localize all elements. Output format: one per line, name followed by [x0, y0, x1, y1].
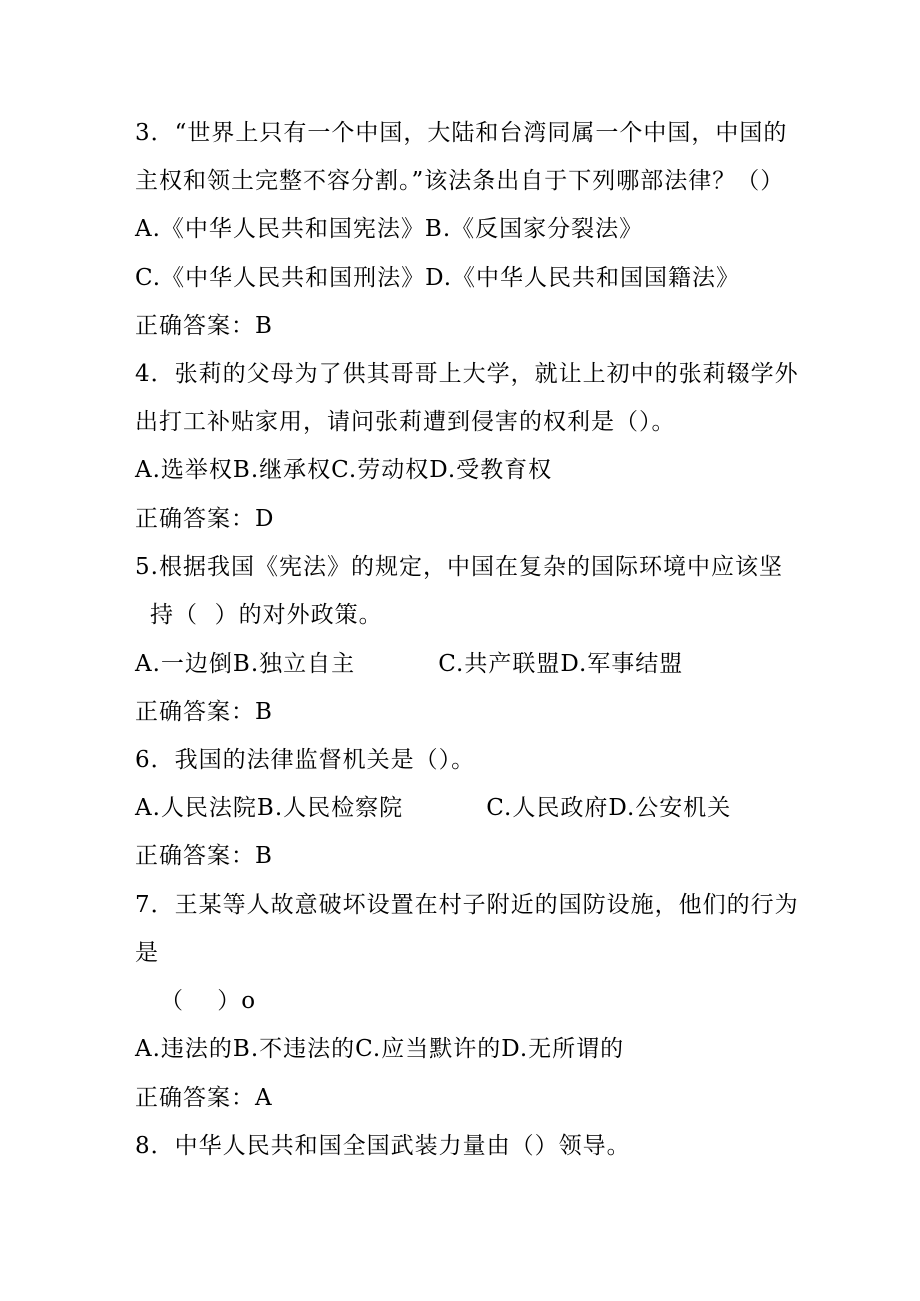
- question-6-answer: 正确答案：B: [135, 843, 273, 869]
- question-5-line-1: 5.根据我国《宪法》的规定，中国在复杂的国际环境中应该坚: [135, 554, 783, 580]
- question-3-line-2: 主权和领土完整不容分割。”该法条出自于下列哪部法律？（）: [135, 168, 785, 194]
- question-5-answer: 正确答案：B: [135, 699, 273, 725]
- question-5-options: A.一边倒B.独立自主 C.共产联盟D.军事结盟: [135, 651, 684, 677]
- question-7-options: A.违法的B.不违法的C.应当默许的D.无所谓的: [135, 1036, 625, 1062]
- question-3-line-1: 3．“世界上只有一个中国，大陆和台湾同属一个中国，中国的: [135, 120, 788, 146]
- question-7-answer: 正确答案：A: [135, 1085, 273, 1111]
- question-6-line-1: 6．我国的法律监督机关是（）。: [135, 747, 476, 773]
- question-4-answer: 正确答案：D: [135, 506, 275, 532]
- question-6-options: A.人民法院B.人民检察院 C.人民政府D.公安机关: [135, 795, 732, 821]
- question-7-line-1: 7．王某等人故意破坏设置在村子附近的国防设施，他们的行为: [135, 892, 799, 918]
- question-8-line-1: 8．中华人民共和国全国武装力量由（）领导。: [135, 1133, 631, 1159]
- question-3-options-cd: C.《中华人民共和国刑法》D.《中华人民共和国国籍法》: [135, 265, 741, 291]
- question-4-line-1: 4．张莉的父母为了供其哥哥上大学，就让上初中的张莉辍学外: [135, 361, 799, 387]
- question-5-line-2: 持（ ）的对外政策。: [150, 602, 383, 628]
- question-7-blank: （ ）o: [160, 988, 257, 1014]
- question-3-answer: 正确答案：B: [135, 313, 273, 339]
- question-7-line-2: 是: [135, 940, 159, 966]
- question-3-options-ab: A.《中华人民共和国宪法》B.《反国家分裂法》: [135, 216, 644, 242]
- question-4-line-2: 出打工补贴家用，请问张莉遭到侵害的权利是（）。: [135, 409, 676, 435]
- question-4-options: A.选举权B.继承权C.劳动权D.受教育权: [135, 457, 553, 483]
